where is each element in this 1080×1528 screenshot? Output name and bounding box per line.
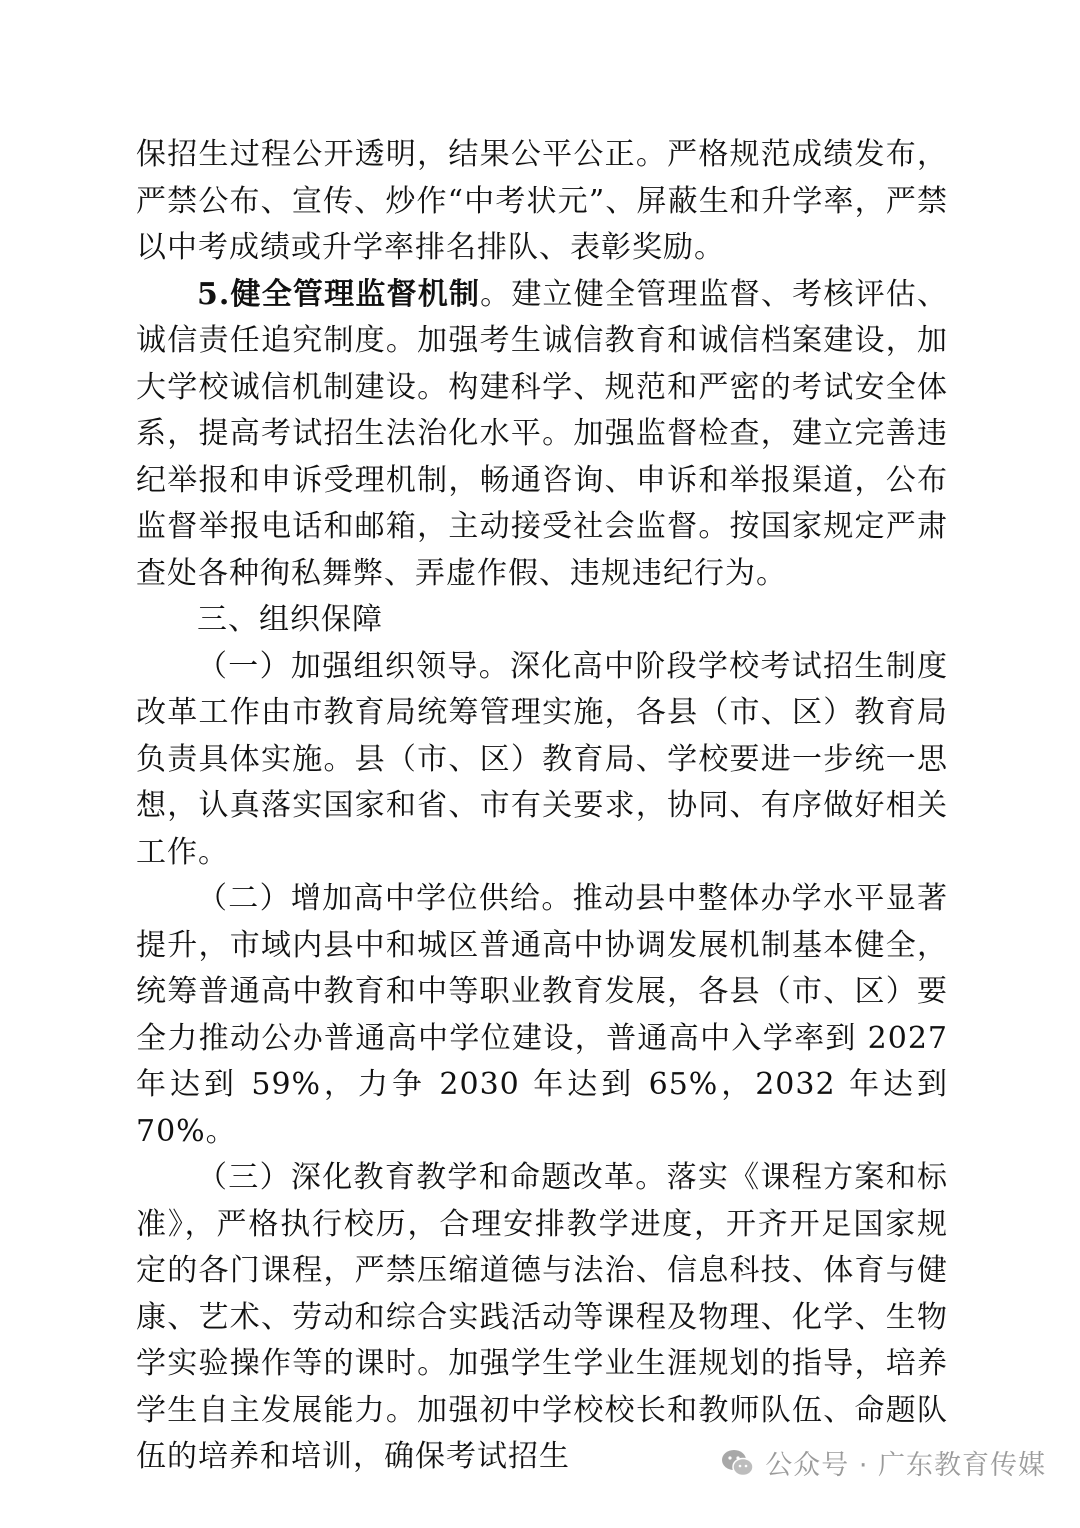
- sub-1-paragraph: [136, 644, 948, 877]
- sub-1-body: 。深化高中阶段学校考试招生制度改革工作由市教育局统筹管理实施，各县（市、区）教育局负责具体实施。县（市、区）教育局、学校要进一步统一思想，认真落实国家和省、市有关要求，协同、有序做好相关工作。: [136, 648, 949, 870]
- continuation-paragraph: 保招生过程公开透明，结果公平公正。严格规范成绩发布，严禁公布、宣传、炒作“中考状元”、屏蔽生和升学率，严禁以中考成绩或升学率排名排队、表彰奖励。: [136, 137, 948, 265]
- sub-1-title: （一）加强组织领导: [197, 648, 479, 684]
- watermark-text: 公众号 · 广东教育传媒: [765, 1450, 1046, 1481]
- watermark: [721, 1443, 1046, 1482]
- document-page: [136, 132, 948, 1481]
- item-5-paragraph: [136, 272, 948, 598]
- sub-3-paragraph: [136, 1155, 948, 1481]
- sub-3-body: 。落实《课程方案和标准》，严格执行校历，合理安排教学进度，开齐开足国家规定的各门课程，严禁压缩道德与法治、信息科技、体育与健康、艺术、劳动和综合实践活动等课程及物理、化学、生物学实验操作等的课时。加强学生学业生涯规划的指导，培养学生自主发展能力。加强初中学校校长和教师队伍、命题队伍的培养和培训，确保考试招生: [136, 1160, 949, 1474]
- item-5-body: 。建立健全管理监督、考核评估、诚信责任追究制度。加强考生诚信教育和诚信档案建设，加大学校诚信机制建设。构建科学、规范和严密的考试安全体系，提高考试招生法治化水平。加强监督检查，建立完善违纪举报和申诉受理机制，畅通咨询、申诉和举报渠道，公布监督举报电话和邮箱，主动接受社会监督。按国家规定严肃查处各种徇私舞弊、弄虚作假、违规违纪行为。: [136, 276, 948, 591]
- wechat-icon: [721, 1448, 755, 1478]
- sub-2-body: 。推动县中整体办学水平显著提升，市域内县中和城区普通高中协调发展机制基本健全，统筹普通高中教育和中等职业教育发展，各县（市、区）要全力推动公办普通高中学位建设，普通高中入学率到 2027 年达到 59%，力争 2030 年达到 65%，2032 年达到 70%。: [136, 881, 949, 1149]
- item-5-title: 5.健全管理监督机制: [197, 276, 481, 312]
- section-3-heading: 三、组织保障: [197, 602, 383, 637]
- sub-2-paragraph: [136, 876, 948, 1155]
- sub-3-title: （三）深化教育教学和命题改革: [197, 1160, 636, 1195]
- sub-2-title: （二）增加高中学位供给: [197, 881, 542, 916]
